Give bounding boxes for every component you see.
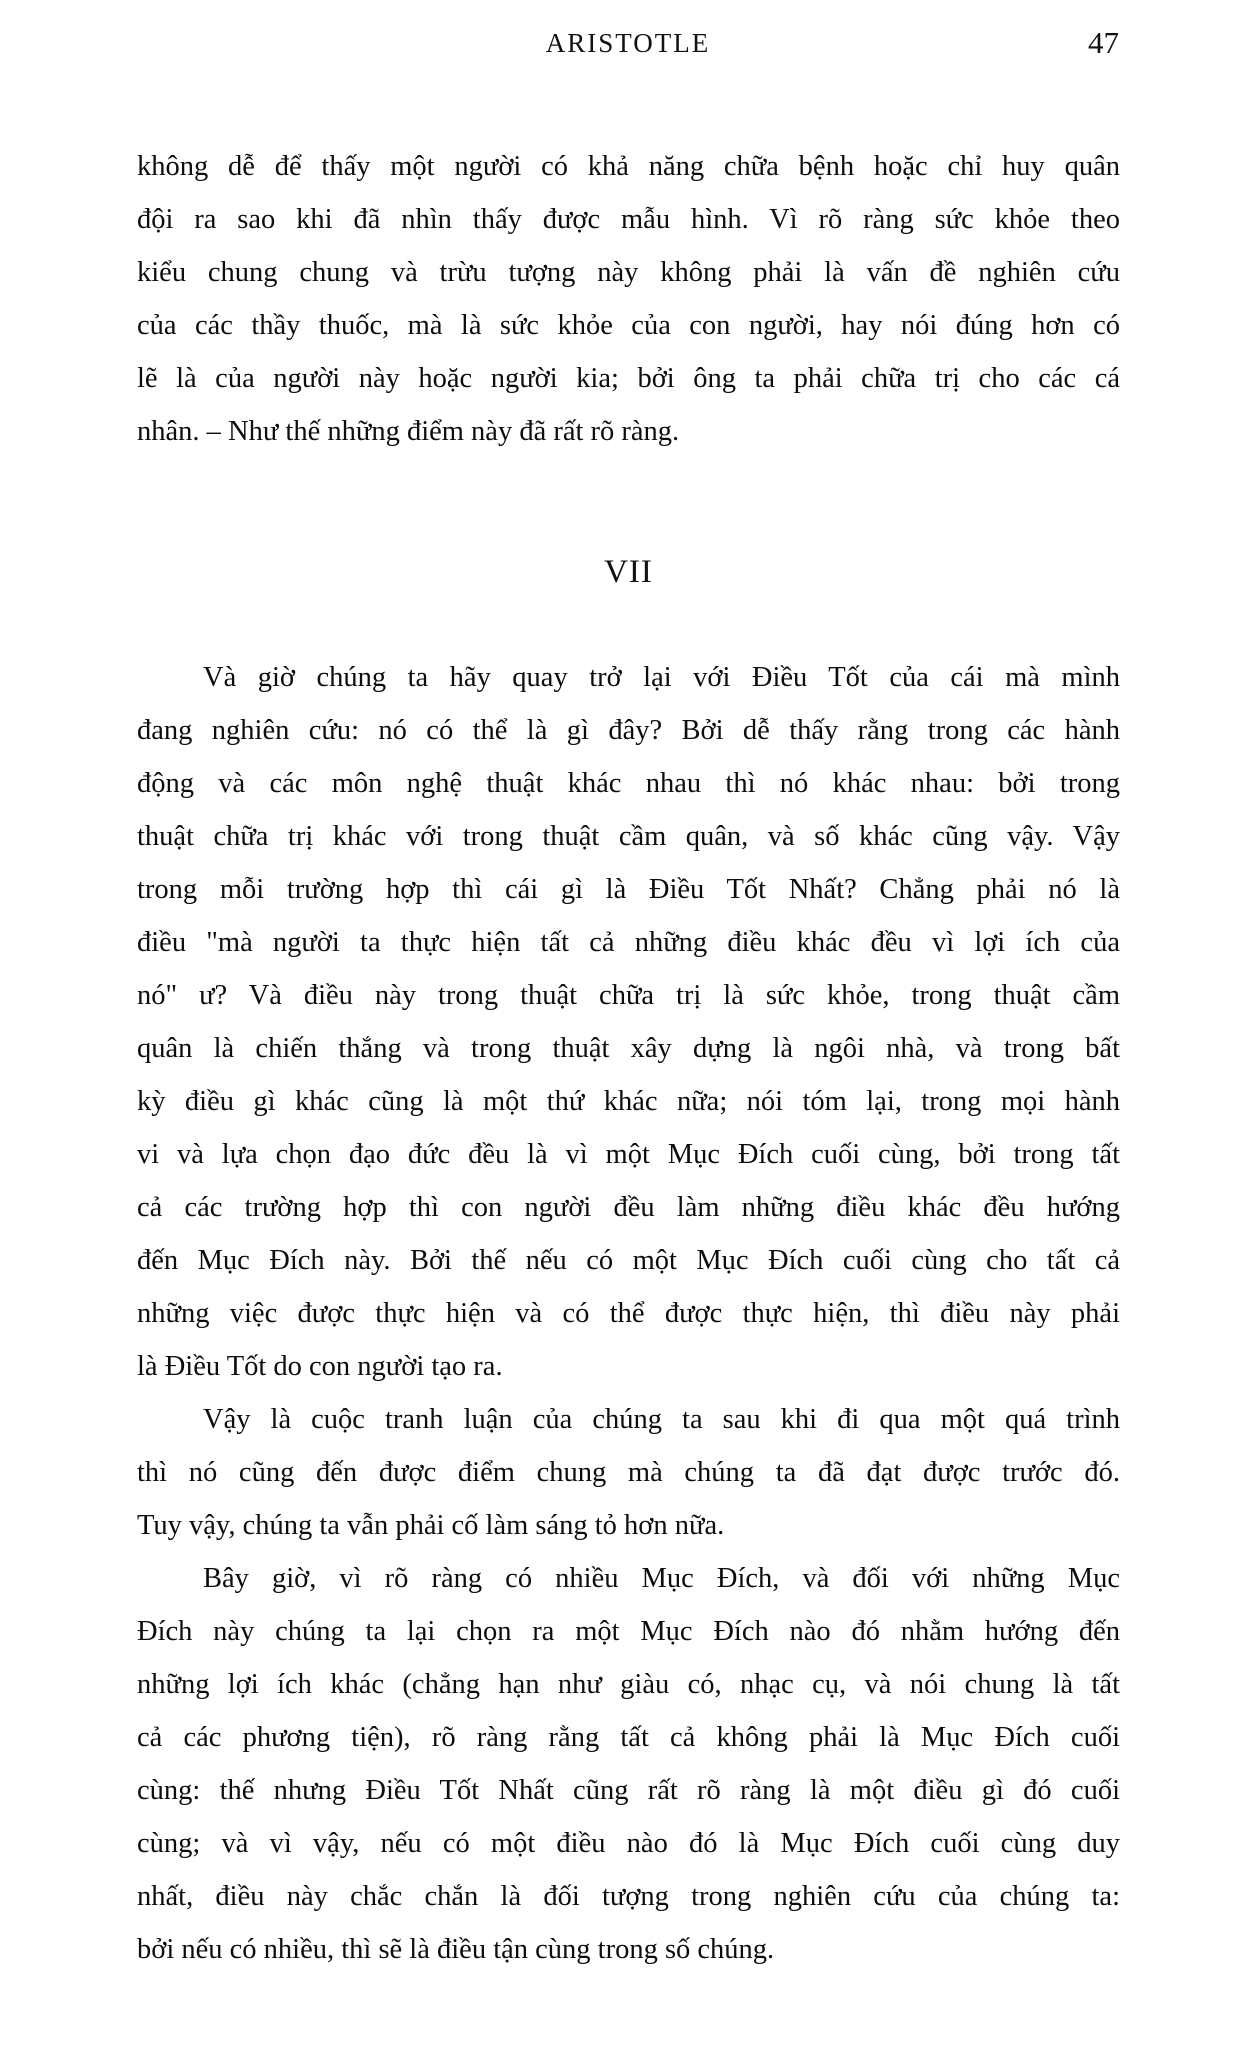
text-line: nhất, điều này chắc chắn là đối tượng trong nghiên cứu của chúng ta: [137, 1881, 1120, 1912]
text-line: Và giờ chúng ta hãy quay trở lại với Điều Tốt của cái mà mình [203, 662, 1120, 693]
text-line: Đích này chúng ta lại chọn ra một Mục Đích nào đó nhằm hướng đến [137, 1616, 1120, 1647]
text-line: những việc được thực hiện và có thể được thực hiện, thì điều này phải [137, 1298, 1120, 1329]
text-line: Tuy vậy, chúng ta vẫn phải cố làm sáng tỏ hơn nữa. [137, 1510, 725, 1541]
text-line: đội ra sao khi đã nhìn thấy được mẫu hình. Vì rõ ràng sức khỏe theo [137, 204, 1120, 235]
text-line: đến Mục Đích này. Bởi thế nếu có một Mục Đích cuối cùng cho tất cả [137, 1245, 1120, 1276]
text-line: đang nghiên cứu: nó có thể là gì đây? Bởi dễ thấy rằng trong các hành [137, 715, 1120, 746]
text-line: kỳ điều gì khác cũng là một thứ khác nữa; nói tóm lại, trong mọi hành [137, 1086, 1120, 1117]
text-line: những lợi ích khác (chẳng hạn như giàu có, nhạc cụ, và nói chung là tất [137, 1669, 1120, 1700]
text-line: nó" ư? Và điều này trong thuật chữa trị là sức khỏe, trong thuật cầm [137, 980, 1120, 1011]
text-line: Vậy là cuộc tranh luận của chúng ta sau khi đi qua một quá trình [203, 1404, 1120, 1435]
spacer-before-heading [137, 458, 1120, 556]
section-heading: VII [604, 554, 653, 590]
running-head [137, 25, 1119, 76]
text-line: nhân. – Như thế những điểm này đã rất rõ ràng. [137, 416, 680, 447]
text-line: lẽ là của người này hoặc người kia; bởi ông ta phải chữa trị cho các cá [137, 363, 1120, 394]
paragraph-continuation [137, 140, 1120, 458]
text-body [137, 140, 1120, 1976]
text-line: thuật chữa trị khác với trong thuật cầm quân, và số khác cũng vậy. Vậy [137, 821, 1120, 852]
text-line: điều "mà người ta thực hiện tất cả những điều khác đều vì lợi ích của [137, 927, 1120, 958]
text-line: Bây giờ, vì rõ ràng có nhiều Mục Đích, và đối với những Mục [203, 1563, 1120, 1594]
text-line: kiểu chung chung và trừu tượng này không phải là vấn đề nghiên cứu [137, 257, 1120, 288]
text-line: là Điều Tốt do con người tạo ra. [137, 1351, 503, 1382]
page-number: 47 [1088, 25, 1119, 60]
text-line: bởi nếu có nhiều, thì sẽ là điều tận cùng trong số chúng. [137, 1934, 775, 1965]
text-line: động và các môn nghệ thuật khác nhau thì nó khác nhau: bởi trong [137, 768, 1120, 799]
text-line: trong mỗi trường hợp thì cái gì là Điều Tốt Nhất? Chẳng phải nó là [137, 874, 1120, 905]
text-line: của các thầy thuốc, mà là sức khỏe của con người, hay nói đúng hơn có [137, 310, 1120, 341]
text-line: quân là chiến thắng và trong thuật xây dựng là ngôi nhà, và trong bất [137, 1033, 1120, 1064]
text-line: không dễ để thấy một người có khả năng chữa bệnh hoặc chỉ huy quân [137, 151, 1120, 182]
paragraph-vii-3 [137, 1552, 1120, 1976]
text-line: cùng: thế nhưng Điều Tốt Nhất cũng rất rõ ràng là một điều gì đó cuối [137, 1775, 1120, 1806]
text-line: cùng; và vì vậy, nếu có một điều nào đó là Mục Đích cuối cùng duy [137, 1828, 1120, 1859]
text-line: cả các trường hợp thì con người đều làm những điều khác đều hướng [137, 1192, 1120, 1223]
running-head-title: ARISTOTLE [545, 28, 711, 58]
paragraph-vii-2 [137, 1393, 1120, 1552]
text-line: vi và lựa chọn đạo đức đều là vì một Mục Đích cuối cùng, bởi trong tất [137, 1139, 1120, 1170]
paragraph-vii-1 [137, 651, 1120, 1393]
text-line: thì nó cũng đến được điểm chung mà chúng ta đã đạt được trước đó. [137, 1457, 1120, 1488]
text-line: cả các phương tiện), rõ ràng rằng tất cả không phải là Mục Đích cuối [137, 1722, 1120, 1753]
spacer-after-heading [137, 589, 1120, 651]
